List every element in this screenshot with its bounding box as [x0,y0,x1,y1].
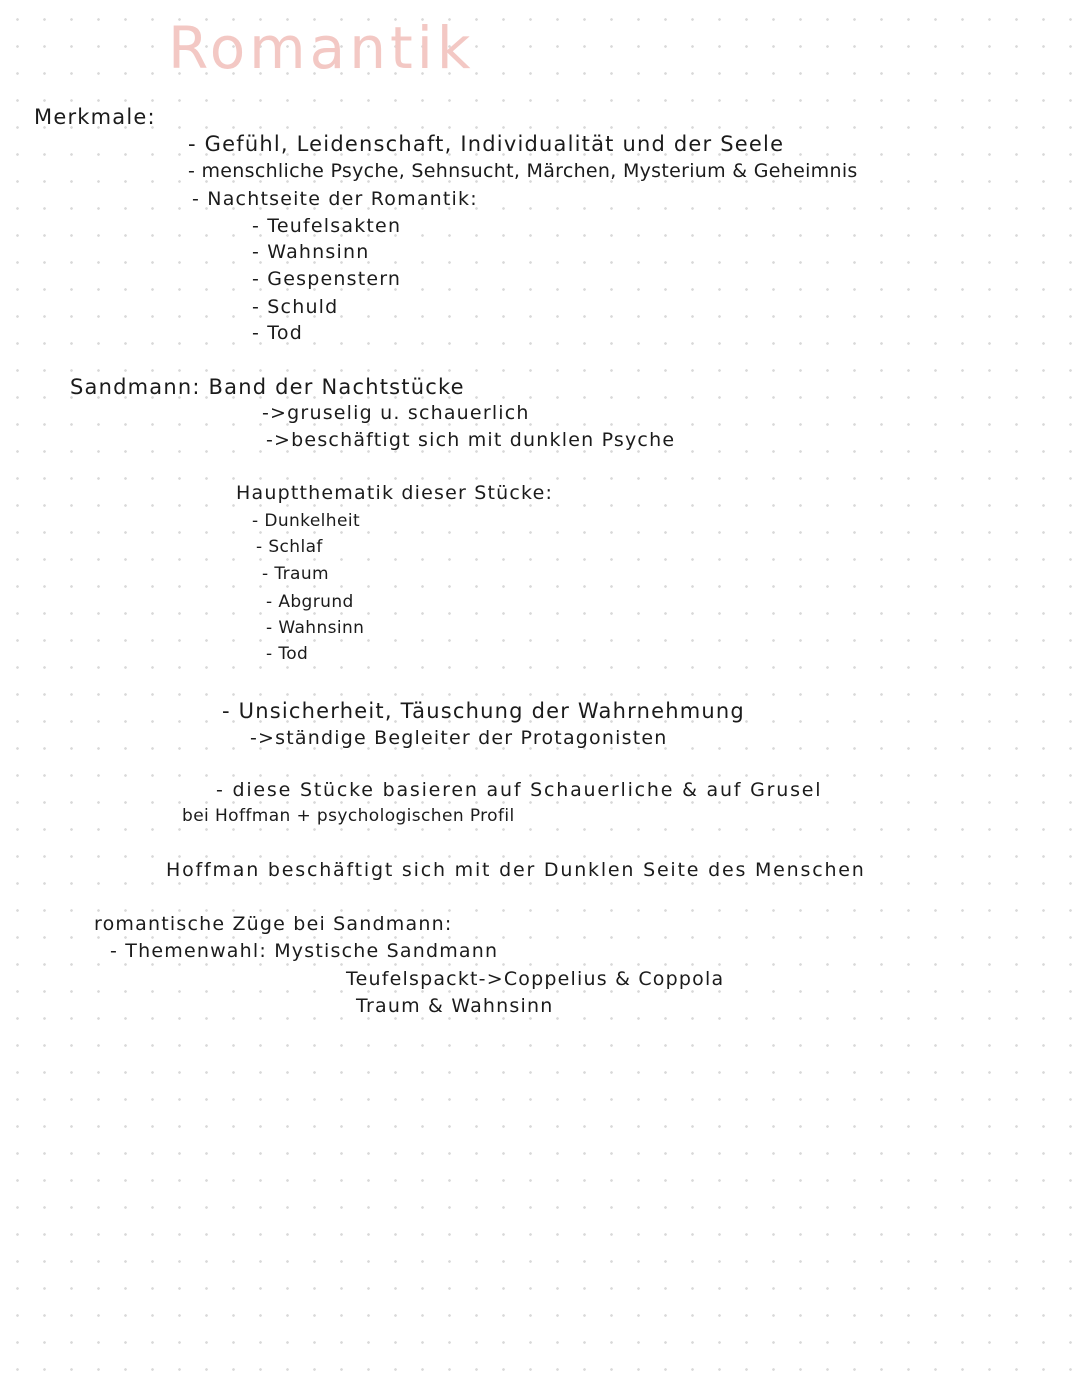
sandmann-sub-2: ->beschäftigt sich mit dunklen Psyche [266,429,676,451]
unsicherheit-line: - Unsicherheit, Täuschung der Wahrnehmung [222,699,745,723]
theme-item: - Tod [266,644,309,664]
heading-romantische-zuege: romantische Züge bei Sandmann: [94,913,453,935]
themenwahl-line: - Themenwahl: Mystische Sandmann [110,940,499,962]
begleiter-line: ->ständige Begleiter der Protagonisten [250,727,668,749]
nachtseite-item: - Schuld [252,296,339,318]
basieren-line-2: bei Hoffman + psychologischen Profil [182,806,515,826]
teufelspakt-line: Teufelspackt->Coppelius & Coppola [346,968,725,990]
heading-merkmale: Merkmale: [34,105,156,129]
hoffman-line: Hoffman beschäftigt sich mit der Dunklen Seite des Menschen [166,859,866,881]
theme-item: - Schlaf [256,537,323,557]
heading-sandmann: Sandmann: Band der Nachtstücke [70,375,465,399]
theme-item: - Traum [262,564,329,584]
theme-item: - Wahnsinn [266,618,365,638]
theme-item: - Abgrund [266,592,354,612]
nachtseite-item: - Gespenstern [252,268,402,290]
nachtseite-item: - Tod [252,322,303,344]
sandmann-sub-1: ->gruselig u. schauerlich [262,402,530,424]
merkmale-line-2: - menschliche Psyche, Sehnsucht, Märchen, Mysterium & Geheimnis [188,160,858,182]
page-title: Romantik [168,14,475,82]
traum-wahnsinn-line: Traum & Wahnsinn [356,995,554,1017]
merkmale-line-1: - Gefühl, Leidenschaft, Individualität und der Seele [188,132,785,156]
heading-hauptthematik: Hauptthematik dieser Stücke: [236,482,554,504]
nachtseite-item: - Teufelsakten [252,215,402,237]
merkmale-line-3: - Nachtseite der Romantik: [192,188,478,210]
theme-item: - Dunkelheit [252,511,361,531]
basieren-line: - diese Stücke basieren auf Schauerliche & auf Grusel [216,779,823,801]
nachtseite-item: - Wahnsinn [252,241,370,263]
